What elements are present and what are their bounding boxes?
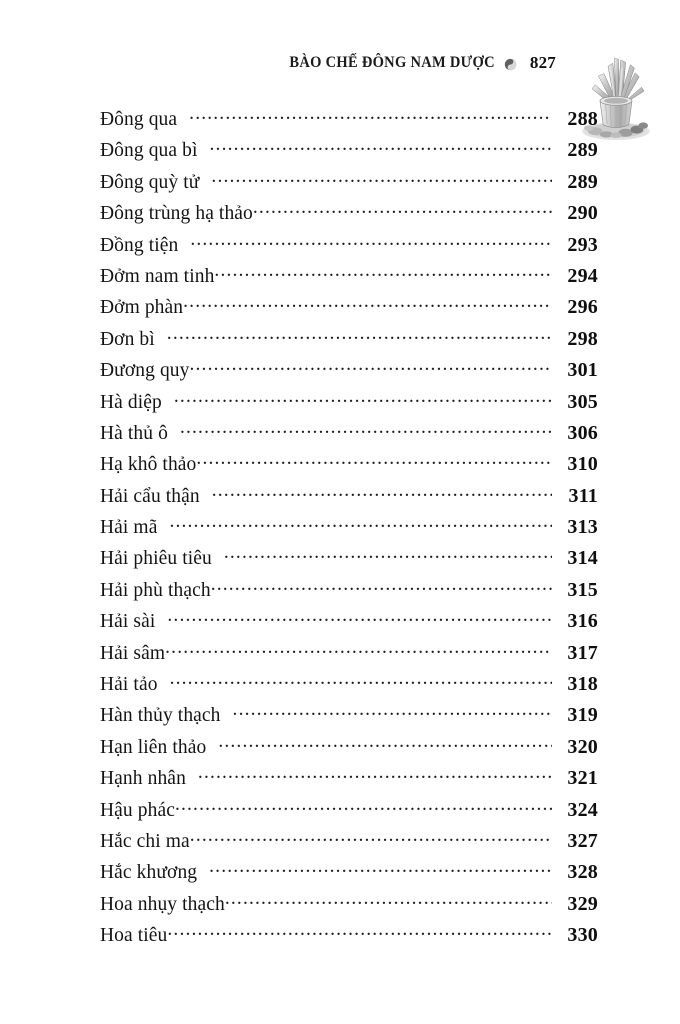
index-entry-page-number: 320 [567,735,598,758]
dot-leader [218,737,552,753]
dot-leader [175,800,552,816]
index-entry[interactable] [100,202,598,233]
page-running-head [0,48,680,78]
running-head-page-number: 827 [529,53,556,72]
dot-leader [225,894,552,910]
index-entry-label: Hoa tiêu [100,925,168,947]
dot-leader [198,768,552,784]
index-entry-label: Hà thủ ô [100,422,168,444]
index-entry-label: Đương quy [100,360,190,382]
index-entry[interactable] [100,391,598,422]
dot-leader [190,831,552,847]
index-entry-page-number: 296 [567,296,598,319]
index-entry[interactable] [100,139,598,170]
dot-leader [167,925,552,941]
index-entry-page-number: 289 [567,170,598,193]
index-entry[interactable] [100,265,598,296]
index-entry[interactable] [100,296,598,327]
dot-leader [190,360,553,376]
index-entry-label: Hải phù thạch [100,579,211,601]
index-entry[interactable] [100,516,598,547]
index-entry-label: Đông qua [100,109,178,130]
index-entry[interactable] [100,736,598,767]
index-entry[interactable] [100,767,598,798]
index-entry[interactable] [100,924,598,955]
index-entry[interactable] [100,328,598,359]
index-entry-label: Hà diệp [100,391,162,413]
index-entry-label: Hạnh nhân [100,768,186,790]
index-entry-label: Đởm phàn [100,297,184,319]
index-entry-page-number: 318 [567,673,598,696]
index-entry[interactable] [100,642,598,673]
index-entry[interactable] [100,610,598,641]
index-entry[interactable] [100,704,598,735]
index-entry-label: Hạ khô thảo [100,454,197,476]
dot-leader [210,140,552,156]
index-entry[interactable] [100,547,598,578]
index-entry-label: Hoa nhụy thạch [100,893,225,915]
index-entry-label: Đởm nam tinh [100,265,215,287]
index-entry-label: Hải mã [100,517,158,539]
index-entry-label: Hải tảo [100,674,158,696]
dot-leader [196,454,552,470]
index-entry-page-number: 294 [567,264,598,287]
index-entry-page-number: 330 [567,924,598,947]
index-entry-page-number: 305 [567,390,598,413]
index-entry-label: Hàn thủy thạch [100,705,221,727]
index-entry-page-number: 301 [567,359,598,382]
index-entry[interactable] [100,861,598,892]
index-entry-page-number: 310 [567,453,598,476]
index-entry-page-number: 313 [567,516,598,539]
index-entry[interactable] [100,422,598,453]
index-entry-page-number: 293 [567,233,598,256]
dot-leader [211,172,552,188]
index-list [100,108,598,956]
index-entry[interactable] [100,234,598,265]
index-entry-label: Hắc chi ma [100,830,190,852]
index-entry-label: Hắc khương [100,862,198,884]
index-entry-label: Hậu phác [100,799,175,821]
dot-leader [212,486,552,502]
index-entry[interactable] [100,485,598,516]
index-entry-page-number: 306 [567,421,598,444]
index-entry-page-number: 316 [567,610,598,633]
dot-leader [209,862,552,878]
index-entry-page-number: 315 [567,578,598,601]
index-entry-label: Hải sài [100,611,156,633]
dot-leader [190,235,552,251]
index-entry-page-number: 328 [567,861,598,884]
index-entry-page-number: 298 [567,327,598,350]
yin-yang-icon [504,58,517,71]
index-entry[interactable] [100,673,598,704]
index-entry[interactable] [100,799,598,830]
index-entry-page-number: 321 [567,767,598,790]
index-entry-page-number: 290 [567,202,598,225]
index-entry-page-number: 329 [567,892,598,915]
index-entry-label: Đông quỳ tử [100,171,200,193]
dot-leader [165,643,552,659]
index-entry-label: Hạn liên thảo [100,736,207,758]
index-entry[interactable] [100,830,598,861]
index-entry-page-number: 311 [568,484,598,507]
index-entry-page-number: 314 [567,547,598,570]
index-entry-label: Hải cẩu thận [100,485,200,507]
dot-leader [253,203,552,219]
dot-leader [224,548,552,564]
index-entry-page-number: 288 [567,108,598,130]
index-entry-page-number: 319 [567,704,598,727]
index-entry-page-number: 317 [567,641,598,664]
index-entry[interactable] [100,893,598,924]
dot-leader [189,109,552,125]
index-entry[interactable] [100,359,598,390]
dot-leader [169,517,552,533]
dot-leader [214,266,552,282]
index-entry[interactable] [100,171,598,202]
index-entry-page-number: 324 [567,798,598,821]
dot-leader [167,329,552,345]
dot-leader [183,297,552,313]
index-entry-page-number: 327 [567,829,598,852]
index-entry-page-number: 289 [567,139,598,162]
dot-leader [211,580,552,596]
index-entry[interactable] [100,453,598,484]
index-entry-label: Đơn bì [100,328,155,350]
index-entry-label: Hải sâm [100,642,166,664]
dot-leader [167,611,552,627]
dot-leader [233,705,552,721]
index-entry[interactable] [100,108,598,139]
dot-leader [180,423,552,439]
dot-leader [174,392,552,408]
index-entry-label: Đông trùng hạ thảo [100,203,253,225]
running-head-inner [0,48,556,78]
page-title: BÀO CHẾ ĐÔNG NAM DƯỢC [289,53,495,71]
index-entry[interactable] [100,579,598,610]
index-entry-label: Đông qua bì [100,140,198,162]
index-entry-label: Đồng tiện [100,234,179,256]
dot-leader [170,674,552,690]
index-entry-label: Hải phiêu tiêu [100,548,212,570]
